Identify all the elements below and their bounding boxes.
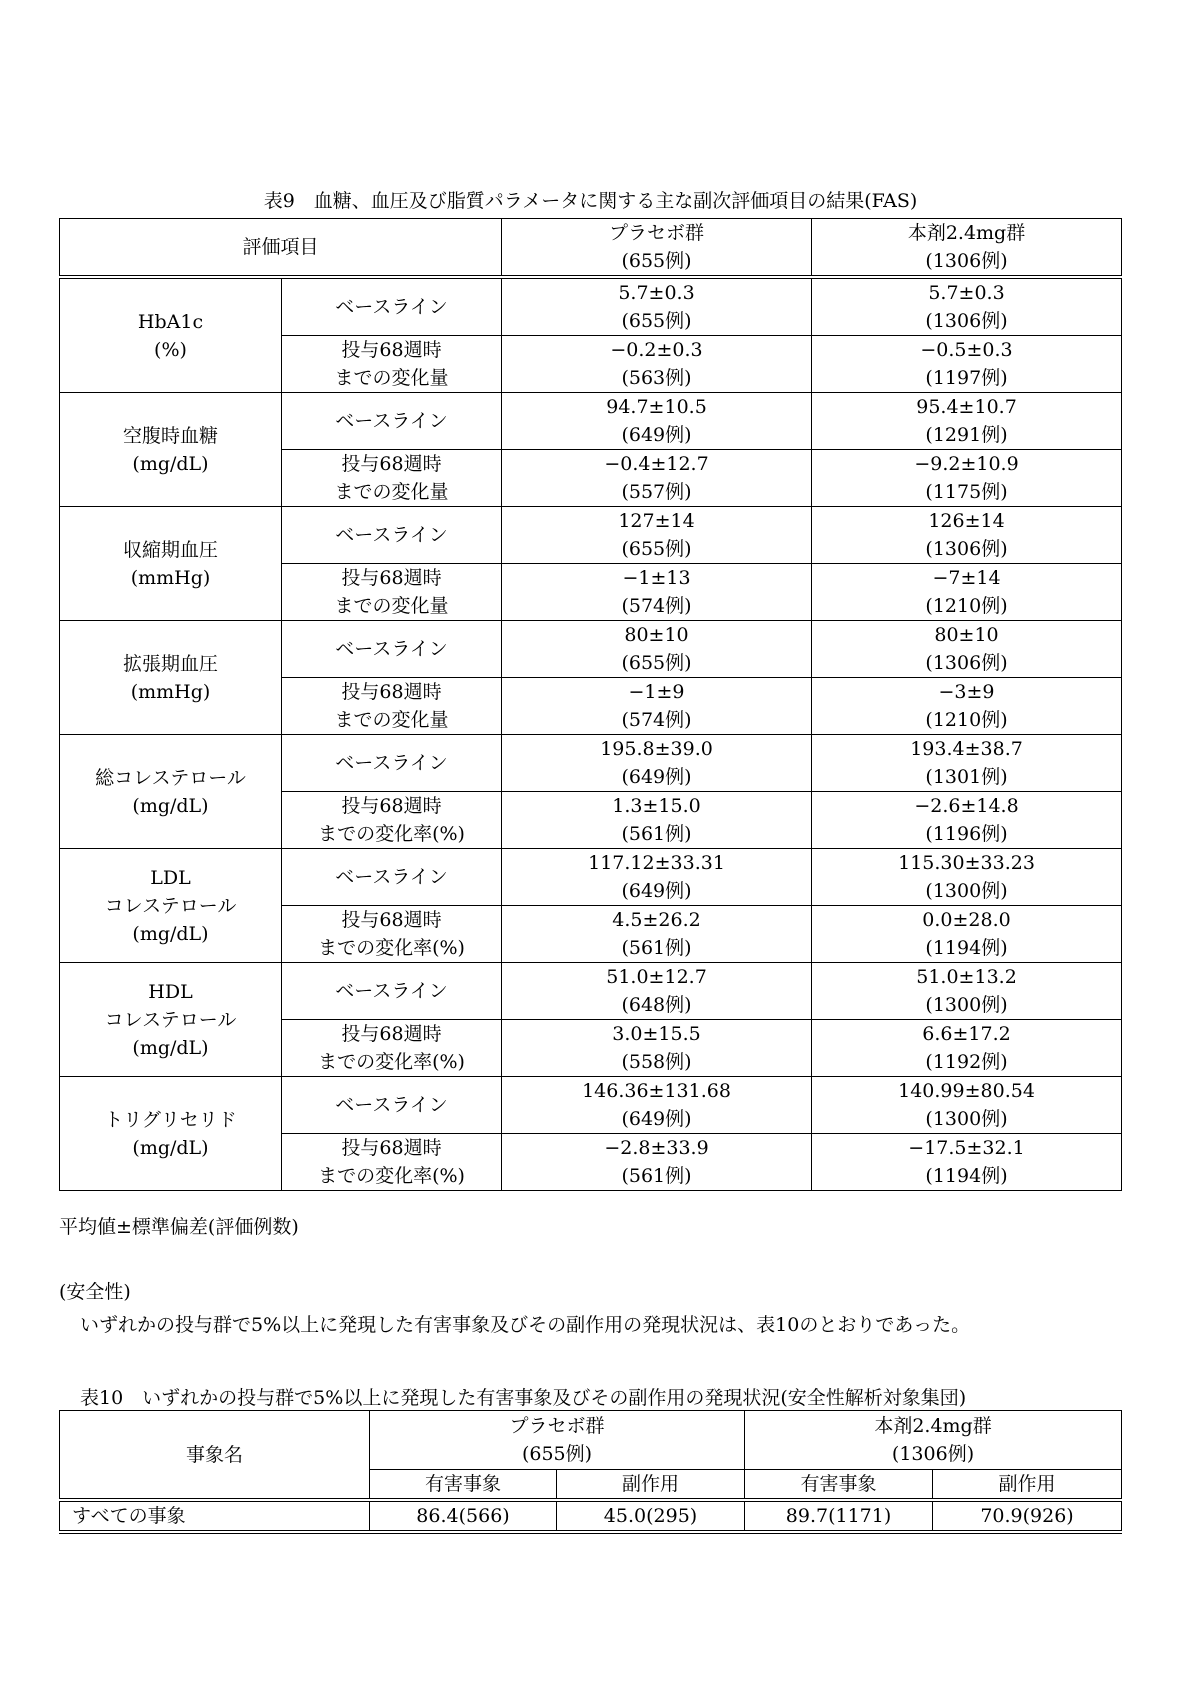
row-label-line: 投与68週時	[341, 909, 442, 931]
header-placebo-adr: 副作用	[557, 1470, 745, 1501]
drug-value-line: 6.6±17.2	[922, 1023, 1011, 1045]
placebo-value-line: 94.7±10.5	[606, 396, 707, 418]
header-placebo-name: プラセボ群	[609, 222, 705, 244]
placebo-value-line: 3.0±15.5	[612, 1023, 701, 1045]
header-drug-name: 本剤2.4mg群	[874, 1415, 992, 1437]
row-label-line: までの変化率(%)	[318, 823, 465, 845]
header-placebo	[370, 1411, 745, 1470]
drug-value	[812, 678, 1122, 735]
drug-value	[812, 1077, 1122, 1134]
header-drug-adr: 副作用	[933, 1470, 1122, 1501]
drug-value	[812, 564, 1122, 621]
header-drug-ae: 有害事象	[745, 1470, 933, 1501]
drug-value-line: 140.99±80.54	[898, 1080, 1035, 1102]
header-drug-name: 本剤2.4mg群	[907, 222, 1026, 244]
row-label-line: ベースライン	[335, 410, 448, 432]
drug-value	[812, 336, 1122, 393]
group-name-line: (mg/dL)	[132, 1036, 209, 1059]
header-placebo-name: プラセボ群	[509, 1415, 605, 1437]
placebo-value-line: (648例)	[621, 994, 692, 1016]
table9-header-row	[60, 219, 1122, 278]
header-placebo-ae: 有害事象	[370, 1470, 557, 1501]
drug-value-line: −17.5±32.1	[908, 1137, 1025, 1159]
header-drug	[745, 1411, 1122, 1470]
drug-value-line: (1197例)	[925, 367, 1008, 389]
drug-value-line: (1196例)	[925, 823, 1008, 845]
drug-value	[812, 792, 1122, 849]
placebo-value-line: (649例)	[621, 766, 692, 788]
header-placebo-n: (655例)	[521, 1443, 593, 1465]
table-row	[60, 963, 1122, 1020]
row-label	[282, 277, 502, 336]
placebo-value-line: 1.3±15.0	[612, 795, 701, 817]
header-drug	[812, 219, 1122, 278]
drug-value-line: −0.5±0.3	[920, 339, 1013, 361]
row-label	[282, 1134, 502, 1191]
header-event: 事象名	[60, 1411, 370, 1501]
placebo-value-line: −0.2±0.3	[610, 339, 703, 361]
row-label	[282, 507, 502, 564]
safety-paragraph: いずれかの投与群で5%以上に発現した有害事象及びその副作用の発現状況は、表10のとおりであった。	[80, 1314, 971, 1336]
drug-value-line: (1300例)	[925, 1108, 1008, 1130]
drug-value	[812, 1134, 1122, 1191]
group-name-line: (mmHg)	[130, 680, 211, 703]
drug-value-line: (1194例)	[925, 937, 1008, 959]
drug-value	[812, 735, 1122, 792]
drug-value-line: (1210例)	[925, 595, 1008, 617]
placebo-value-line: 127±14	[618, 510, 695, 532]
group-name-line: (mg/dL)	[132, 794, 209, 817]
table-row	[60, 735, 1122, 792]
placebo-value-line: (563例)	[621, 367, 692, 389]
table10-caption: 表10 いずれかの投与群で5%以上に発現した有害事象及びその副作用の発現状況(安全性解析対象集団)	[80, 1387, 967, 1409]
row-label-line: 投与68週時	[341, 681, 442, 703]
table10-header-row	[60, 1411, 1122, 1470]
header-placebo	[502, 219, 812, 278]
row-label	[282, 849, 502, 906]
event-value: 86.4(566)	[370, 1500, 557, 1532]
drug-value-line: 193.4±38.7	[910, 738, 1023, 760]
safety-heading: (安全性)	[59, 1281, 131, 1303]
placebo-value-line: (655例)	[621, 538, 692, 560]
placebo-value	[502, 963, 812, 1020]
group-name-line: (mg/dL)	[132, 922, 209, 945]
group-name	[60, 277, 282, 393]
drug-value-line: −2.6±14.8	[914, 795, 1019, 817]
header-drug-n: (1306例)	[891, 1443, 975, 1465]
row-label	[282, 450, 502, 507]
drug-value-line: (1291例)	[925, 424, 1008, 446]
row-label-line: 投与68週時	[341, 1137, 442, 1159]
placebo-value	[502, 1020, 812, 1077]
group-name	[60, 1077, 282, 1191]
group-name-line: (mg/dL)	[132, 452, 209, 475]
placebo-value-line: (655例)	[621, 652, 692, 674]
group-name-line: (mmHg)	[130, 566, 211, 589]
drug-value-line: (1300例)	[925, 880, 1008, 902]
group-name-line: (mg/dL)	[132, 1136, 209, 1159]
row-label-line: ベースライン	[335, 296, 448, 318]
row-label-line: ベースライン	[335, 524, 448, 546]
drug-value-line: (1306例)	[925, 310, 1008, 332]
drug-value-line: (1306例)	[925, 538, 1008, 560]
drug-value	[812, 906, 1122, 963]
row-label-line: 投与68週時	[341, 339, 442, 361]
group-name-line: HbA1c	[137, 310, 204, 333]
group-name-line: トリグリセリド	[104, 1108, 237, 1131]
drug-value	[812, 393, 1122, 450]
placebo-value-line: (557例)	[621, 481, 692, 503]
drug-value-line: 126±14	[928, 510, 1005, 532]
placebo-value-line: 5.7±0.3	[618, 282, 695, 304]
event-name: すべての事象	[60, 1500, 370, 1532]
placebo-value	[502, 621, 812, 678]
placebo-value-line: 117.12±33.31	[588, 852, 725, 874]
group-name	[60, 507, 282, 621]
placebo-value	[502, 393, 812, 450]
group-name	[60, 735, 282, 849]
placebo-value	[502, 1077, 812, 1134]
table-row	[60, 1500, 1122, 1532]
drug-value-line: (1192例)	[925, 1051, 1008, 1073]
placebo-value-line: 146.36±131.68	[582, 1080, 731, 1102]
drug-value-line: (1210例)	[925, 709, 1008, 731]
row-label	[282, 564, 502, 621]
placebo-value	[502, 564, 812, 621]
drug-value-line: −9.2±10.9	[914, 453, 1019, 475]
drug-value	[812, 621, 1122, 678]
placebo-value	[502, 792, 812, 849]
table-row	[60, 849, 1122, 906]
group-name-line: 空腹時血糖	[122, 424, 218, 447]
header-item: 評価項目	[60, 219, 502, 278]
group-name	[60, 621, 282, 735]
drug-value-line: −7±14	[932, 567, 1001, 589]
placebo-value-line: −1±9	[628, 681, 685, 703]
row-label-line: 投与68週時	[341, 795, 442, 817]
drug-value	[812, 507, 1122, 564]
placebo-value-line: (649例)	[621, 880, 692, 902]
group-name	[60, 393, 282, 507]
row-label	[282, 906, 502, 963]
placebo-value-line: (574例)	[621, 709, 692, 731]
placebo-value	[502, 849, 812, 906]
row-label-line: ベースライン	[335, 866, 448, 888]
placebo-value-line: 195.8±39.0	[600, 738, 713, 760]
table-row	[60, 1077, 1122, 1134]
group-name	[60, 963, 282, 1077]
row-label-line: ベースライン	[335, 752, 448, 774]
placebo-value-line: 80±10	[624, 624, 689, 646]
table-row	[60, 393, 1122, 450]
group-name-line: 収縮期血圧	[122, 538, 218, 561]
row-label	[282, 735, 502, 792]
row-label-line: までの変化量	[334, 481, 449, 503]
placebo-value	[502, 450, 812, 507]
row-label-line: までの変化率(%)	[318, 937, 465, 959]
table9-footnote: 平均値±標準偏差(評価例数)	[59, 1216, 299, 1238]
drug-value	[812, 849, 1122, 906]
row-label	[282, 1020, 502, 1077]
row-label	[282, 336, 502, 393]
placebo-value-line: (655例)	[621, 310, 692, 332]
placebo-value	[502, 678, 812, 735]
row-label-line: ベースライン	[335, 980, 448, 1002]
drug-value-line: 0.0±28.0	[922, 909, 1011, 931]
row-label-line: 投与68週時	[341, 567, 442, 589]
drug-value	[812, 277, 1122, 336]
event-value: 89.7(1171)	[745, 1500, 933, 1532]
drug-value-line: (1175例)	[925, 481, 1008, 503]
row-label-line: ベースライン	[335, 638, 448, 660]
row-label	[282, 963, 502, 1020]
header-drug-n: (1306例)	[925, 250, 1008, 272]
drug-value	[812, 1020, 1122, 1077]
row-label	[282, 621, 502, 678]
drug-value-line: 80±10	[934, 624, 999, 646]
event-value: 70.9(926)	[933, 1500, 1122, 1532]
drug-value-line: −3±9	[938, 681, 995, 703]
placebo-value	[502, 1134, 812, 1191]
placebo-value-line: 51.0±12.7	[606, 966, 707, 988]
drug-value-line: (1300例)	[925, 994, 1008, 1016]
drug-value-line: (1194例)	[925, 1165, 1008, 1187]
table10	[59, 1410, 1122, 1534]
placebo-value-line: (558例)	[621, 1051, 692, 1073]
placebo-value-line: (561例)	[621, 823, 692, 845]
row-label-line: 投与68週時	[341, 1023, 442, 1045]
group-name-line: コレステロール	[104, 1008, 237, 1031]
placebo-value	[502, 277, 812, 336]
group-name-line: LDL	[150, 866, 191, 889]
drug-value	[812, 450, 1122, 507]
drug-value-line: (1301例)	[925, 766, 1008, 788]
group-name-line: 拡張期血圧	[122, 652, 218, 675]
row-label-line: までの変化量	[334, 595, 449, 617]
drug-value-line: 115.30±33.23	[898, 852, 1035, 874]
row-label-line: までの変化率(%)	[318, 1165, 465, 1187]
row-label-line: までの変化量	[334, 709, 449, 731]
placebo-value-line: (561例)	[621, 937, 692, 959]
group-name-line: 総コレステロール	[95, 766, 246, 789]
placebo-value	[502, 507, 812, 564]
placebo-value-line: (574例)	[621, 595, 692, 617]
group-name-line: (%)	[154, 338, 187, 361]
drug-value-line: 51.0±13.2	[916, 966, 1017, 988]
placebo-value-line: (649例)	[621, 424, 692, 446]
group-name-line: コレステロール	[104, 894, 237, 917]
drug-value-line: 95.4±10.7	[916, 396, 1017, 418]
row-label-line: までの変化量	[334, 367, 449, 389]
table-row	[60, 621, 1122, 678]
drug-value-line: (1306例)	[925, 652, 1008, 674]
header-placebo-n: (655例)	[621, 250, 692, 272]
placebo-value-line: (649例)	[621, 1108, 692, 1130]
drug-value-line: 5.7±0.3	[928, 282, 1005, 304]
placebo-value-line: −1±13	[622, 567, 691, 589]
table9-caption: 表9 血糖、血圧及び脂質パラメータに関する主な副次評価項目の結果(FAS)	[263, 190, 918, 212]
row-label-line: までの変化率(%)	[318, 1051, 465, 1073]
row-label	[282, 393, 502, 450]
row-label-line: 投与68週時	[341, 453, 442, 475]
row-label-line: ベースライン	[335, 1094, 448, 1116]
drug-value	[812, 963, 1122, 1020]
placebo-value-line: 4.5±26.2	[612, 909, 701, 931]
table-row	[60, 507, 1122, 564]
placebo-value	[502, 735, 812, 792]
event-value: 45.0(295)	[557, 1500, 745, 1532]
row-label	[282, 1077, 502, 1134]
table9	[59, 218, 1122, 1191]
placebo-value-line: (561例)	[621, 1165, 692, 1187]
placebo-value-line: −0.4±12.7	[604, 453, 709, 475]
placebo-value	[502, 906, 812, 963]
row-label	[282, 792, 502, 849]
table-row	[60, 277, 1122, 336]
group-name	[60, 849, 282, 963]
placebo-value	[502, 336, 812, 393]
placebo-value-line: −2.8±33.9	[604, 1137, 709, 1159]
row-label	[282, 678, 502, 735]
group-name-line: HDL	[148, 980, 193, 1003]
